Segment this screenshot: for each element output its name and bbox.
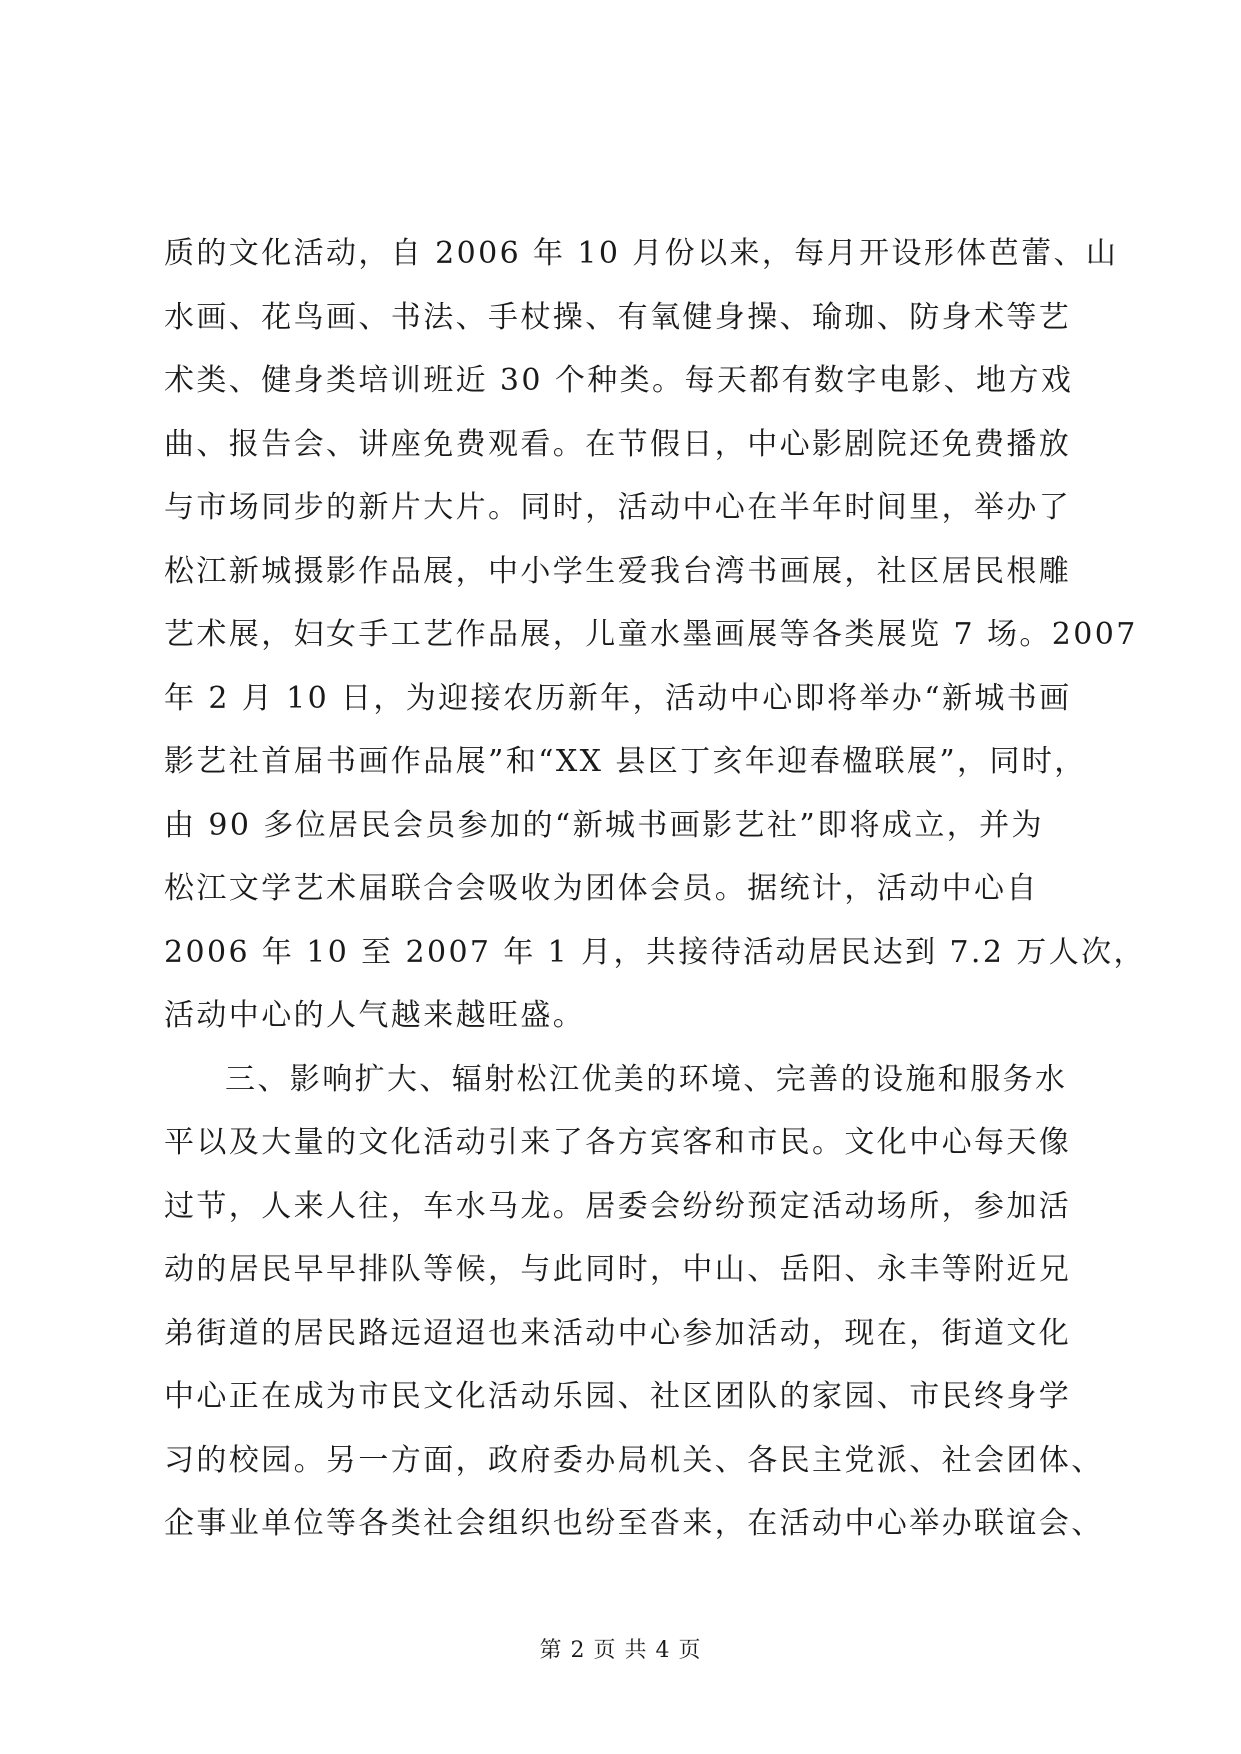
- page-number-footer: 第 2 页 共 4 页: [539, 1638, 702, 1663]
- section-heading-line: 三、影响扩大、辐射松江优美的环境、完善的设施和服务水: [225, 1061, 1068, 1097]
- text-line: 企事业单位等各类社会组织也纷至沓来，在活动中心举办联谊会、: [164, 1506, 1104, 1541]
- text-line: 水画、花鸟画、书法、手杖操、有氧健身操、瑜珈、防身术等艺: [164, 299, 1072, 335]
- text-line: 与市场同步的新片大片。同时，活动中心在半年时间里，举办了: [164, 490, 1072, 525]
- text-line: 质的文化活动，自 2006 年 10 月份以来，每月开设形体芭蕾、山: [164, 236, 1119, 271]
- text-line: 松江新城摄影作品展，中小学生爱我台湾书画展，社区居民根雕: [164, 553, 1072, 589]
- text-line: 术类、健身类培训班近 30 个种类。每天都有数字电影、地方戏: [164, 363, 1074, 398]
- text-line: 动的居民早早排队等候，与此同时，中山、岳阳、永丰等附近兄: [164, 1252, 1072, 1287]
- text-line: 艺术展，妇女手工艺作品展，儿童水墨画展等各类展览 7 场。2007: [164, 617, 1138, 652]
- text-line: 中心正在成为市民文化活动乐园、社区团队的家园、市民终身学: [164, 1379, 1072, 1414]
- text-line: 活动中心的人气越来越旺盛。: [164, 998, 586, 1033]
- text-line: 弟街道的居民路远迢迢也来活动中心参加活动，现在，街道文化: [164, 1315, 1072, 1351]
- text-line: 由 90 多位居民会员参加的“新城书画影艺社”即将成立，并为: [164, 807, 1044, 843]
- text-line: 平以及大量的文化活动引来了各方宾客和市民。文化中心每天像: [164, 1125, 1072, 1160]
- body-text: [164, 222, 1146, 1556]
- text-line: 过节，人来人往，车水马龙。居委会纷纷预定活动场所，参加活: [164, 1188, 1072, 1224]
- text-line: 习的校园。另一方面，政府委办局机关、各民主党派、社会团体、: [164, 1442, 1104, 1478]
- text-line: 曲、报告会、讲座免费观看。在节假日，中心影剧院还免费播放: [164, 426, 1072, 462]
- text-line: 影艺社首届书画作品展”和“XX 县区丁亥年迎春楹联展”，同时，: [164, 744, 1087, 779]
- text-line: 2006 年 10 至 2007 年 1 月，共接待活动居民达到 7.2 万人次，: [164, 934, 1146, 970]
- text-line: 年 2 月 10 日，为迎接农历新年，活动中心即将举办“新城书画: [164, 680, 1072, 716]
- text-line: 松江文学艺术届联合会吸收为团体会员。据统计，活动中心自: [164, 871, 1039, 906]
